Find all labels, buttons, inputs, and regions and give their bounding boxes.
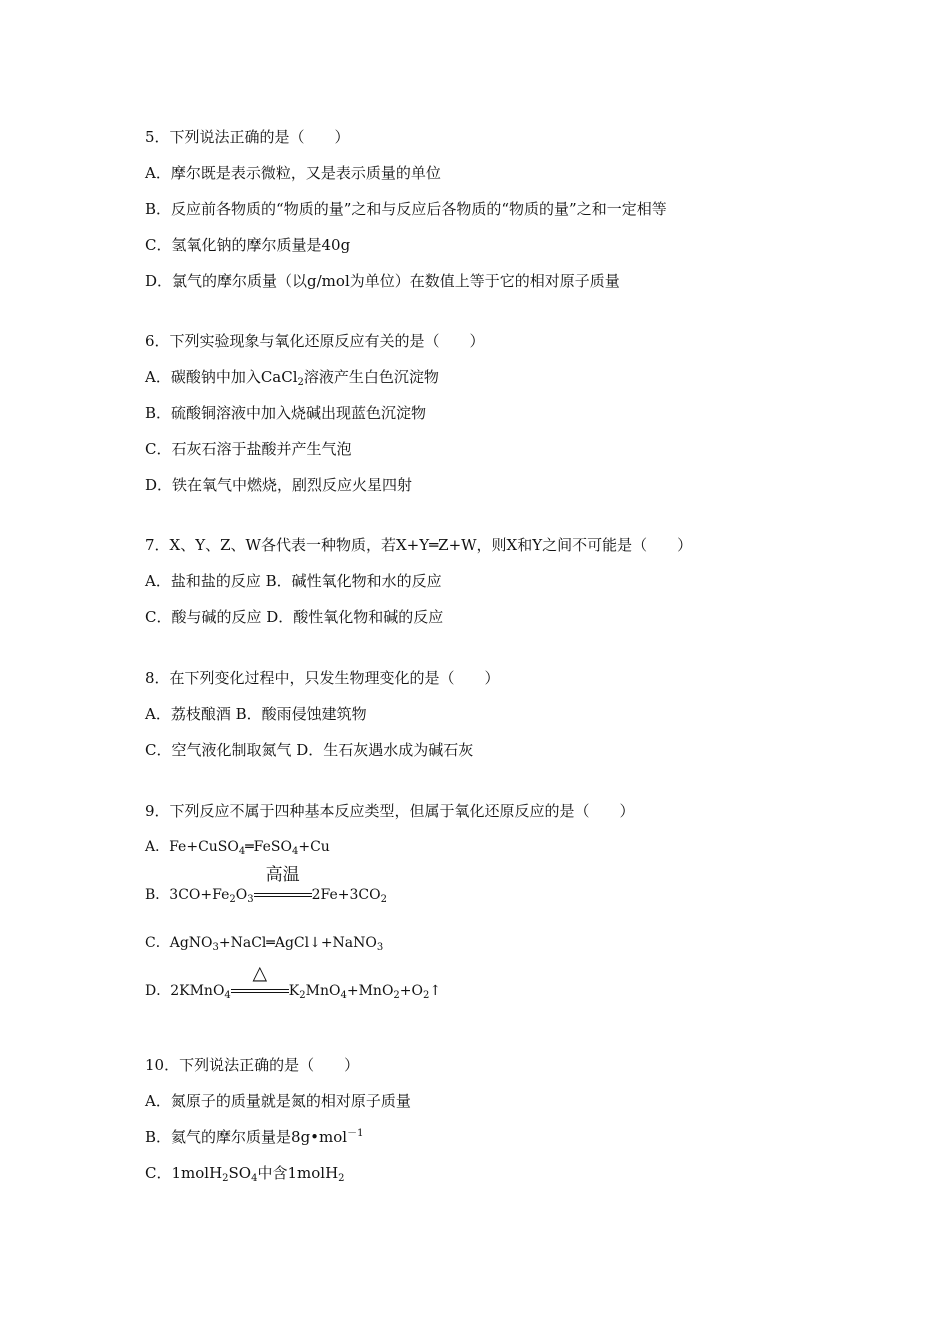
subscript: 4 xyxy=(251,1173,258,1184)
q5-option-b: B．反应前各物质的“物质的量”之和与反应后各物质的“物质的量”之和一定相等 xyxy=(145,200,667,218)
q7-options-cd: C．酸与碱的反应 D．酸性氧化物和碱的反应 xyxy=(145,608,444,626)
condition-high-temperature: 高温 xyxy=(265,865,300,885)
formula-part: +Cu xyxy=(298,839,330,855)
formula-part: 中含1molH xyxy=(257,1164,339,1182)
subscript: 2 xyxy=(229,894,236,905)
formula-part: +O xyxy=(399,983,424,999)
formula-part: +NaCl═AgCl↓+NaNO xyxy=(218,935,377,951)
q10-option-b-text: B．氦气的摩尔质量是8g•mol xyxy=(145,1128,348,1146)
q8-options-ab: A．荔枝酿酒 B．酸雨侵蚀建筑物 xyxy=(145,705,367,723)
q6-option-a xyxy=(145,367,439,387)
q9-option-a xyxy=(145,837,330,857)
q9-option-b xyxy=(145,865,387,905)
q5-option-d: D．氯气的摩尔质量（以g/mol为单位）在数值上等于它的相对原子质量 xyxy=(145,272,620,290)
subscript: 3 xyxy=(212,942,219,953)
subscript: 2 xyxy=(338,1173,345,1184)
formula-part: O xyxy=(235,887,248,903)
subscript: 4 xyxy=(340,990,347,1001)
q10-stem: 10．下列说法正确的是（ ） xyxy=(145,1056,360,1074)
q8-options-cd: C．空气液化制取氮气 D．生石灰遇水成为碱石灰 xyxy=(145,741,474,759)
formula-part: MnO xyxy=(305,983,341,999)
formula-part: K xyxy=(288,983,300,999)
q6-option-d: D．铁在氧气中燃烧，剧烈反应火星四射 xyxy=(145,476,413,494)
formula-part: C．1molH xyxy=(145,1164,223,1182)
q5-option-a: A．摩尔既是表示微粒，又是表示质量的单位 xyxy=(145,164,441,182)
q10-option-b xyxy=(145,1127,363,1147)
double-line xyxy=(254,893,312,897)
q9-option-d xyxy=(145,962,442,1001)
q6-option-b: B．硫酸铜溶液中加入烧碱出现蓝色沉淀物 xyxy=(145,404,427,422)
q7-stem: 7．X、Y、Z、W各代表一种物质，若X+Y═Z+W，则X和Y之间不可能是（ ） xyxy=(145,536,693,554)
subscript: 2 xyxy=(299,990,306,1001)
reaction-equals-sign xyxy=(231,962,289,993)
subscript: 2 xyxy=(222,1173,229,1184)
formula-part: D．2KMnO xyxy=(145,983,225,999)
formula-part: +MnO xyxy=(346,983,394,999)
q10-option-a: A．氮原子的质量就是氮的相对原子质量 xyxy=(145,1092,411,1110)
formula-part: ↑ xyxy=(429,983,442,999)
q7-options-ab: A．盐和盐的反应 B．碱性氧化物和水的反应 xyxy=(145,572,442,590)
formula-part: C．AgNO xyxy=(145,935,213,951)
subscript: 2 xyxy=(297,377,304,388)
formula-part: B．3CO+Fe xyxy=(145,887,230,903)
q8-stem: 8．在下列变化过程中，只发生物理变化的是（ ） xyxy=(145,669,500,687)
q5-stem: 5．下列说法正确的是（ ） xyxy=(145,128,350,146)
subscript: 3 xyxy=(247,894,254,905)
q6-option-a-text-end: 溶液产生白色沉淀物 xyxy=(303,368,439,386)
formula-part: 2Fe+3CO xyxy=(311,887,381,903)
q6-option-c: C．石灰石溶于盐酸并产生气泡 xyxy=(145,440,352,458)
subscript: 2 xyxy=(380,894,387,905)
subscript: 2 xyxy=(393,990,400,1001)
subscript: 2 xyxy=(423,990,430,1001)
formula-part: SO xyxy=(228,1164,252,1182)
subscript: 4 xyxy=(224,990,231,1001)
reaction-equals-sign xyxy=(254,865,312,897)
subscript: 4 xyxy=(238,846,246,857)
subscript: 3 xyxy=(376,942,384,953)
triangle-heat-icon: △ xyxy=(252,962,268,984)
q9-option-c xyxy=(145,933,383,953)
superscript: －1 xyxy=(347,1128,364,1139)
q9-stem: 9．下列反应不属于四种基本反应类型，但属于氧化还原反应的是（ ） xyxy=(145,802,635,820)
q6-stem: 6．下列实验现象与氧化还原反应有关的是（ ） xyxy=(145,332,485,350)
subscript: 4 xyxy=(291,846,299,857)
formula-part: ═FeSO xyxy=(245,839,292,855)
q5-option-c: C．氢氧化钠的摩尔质量是40g xyxy=(145,236,351,254)
formula-part: A．Fe+CuSO xyxy=(145,839,239,855)
double-line xyxy=(231,989,289,993)
q10-option-c xyxy=(145,1163,345,1183)
q6-option-a-text: A．碳酸钠中加入CaCl xyxy=(145,368,298,386)
